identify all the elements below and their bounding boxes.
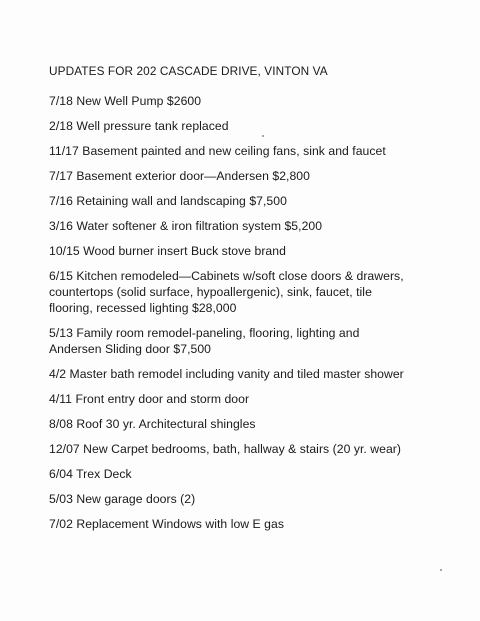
update-entry [49,193,469,209]
entry-text: 4/11 Front entry door and storm door [49,392,250,406]
scan-speck [440,569,442,571]
entry-text: 6/15 Kitchen remodeled—Cabinets w/soft close doors & drawers, countertops (solid surface, hypoallergenic), sink, faucet, tile flooring, recessed lighting $28,000 [49,269,408,315]
update-entry [49,325,399,357]
entry-text: 7/18 New Well Pump $2600 [49,94,202,108]
entry-text: 5/13 Family room remodel-paneling, flooring, lighting and Andersen Sliding door $7,500 [49,326,363,356]
update-entry [49,268,409,316]
update-entry [49,218,469,234]
entry-text: 3/16 Water softener & iron filtration system $5,200 [49,219,323,233]
update-entry [49,243,469,259]
update-entry [49,366,469,382]
update-entry [49,466,469,482]
entry-text: 7/02 Replacement Windows with low E gas [49,517,284,531]
entry-text: 8/08 Roof 30 yr. Architectural shingles [49,417,256,431]
scan-speck [262,135,264,137]
update-entry [49,416,469,432]
entry-text: 10/15 Wood burner insert Buck stove brand [49,244,286,258]
document-title: UPDATES FOR 202 CASCADE DRIVE, VINTON VA [49,64,328,78]
entry-text: 6/04 Trex Deck [49,467,132,481]
update-entry [49,93,469,109]
update-entry [49,168,469,184]
update-entry [49,491,469,507]
update-entry [49,143,469,159]
entry-text: 4/2 Master bath remodel including vanity and tiled master shower [49,367,404,381]
entry-text: 5/03 New garage doors (2) [49,492,196,506]
entry-text: 12/07 New Carpet bedrooms, bath, hallway & stairs (20 yr. wear) [49,442,402,456]
update-entry [49,441,469,457]
entry-text: 11/17 Basement painted and new ceiling fans, sink and faucet [49,144,386,158]
entry-text: 7/16 Retaining wall and landscaping $7,500 [49,194,287,208]
entry-text: 2/18 Well pressure tank replaced [49,119,229,133]
update-entry [49,391,469,407]
update-entry [49,118,469,134]
document-body [49,63,469,541]
entry-text: 7/17 Basement exterior door—Andersen $2,800 [49,169,310,183]
update-entry [49,516,469,532]
